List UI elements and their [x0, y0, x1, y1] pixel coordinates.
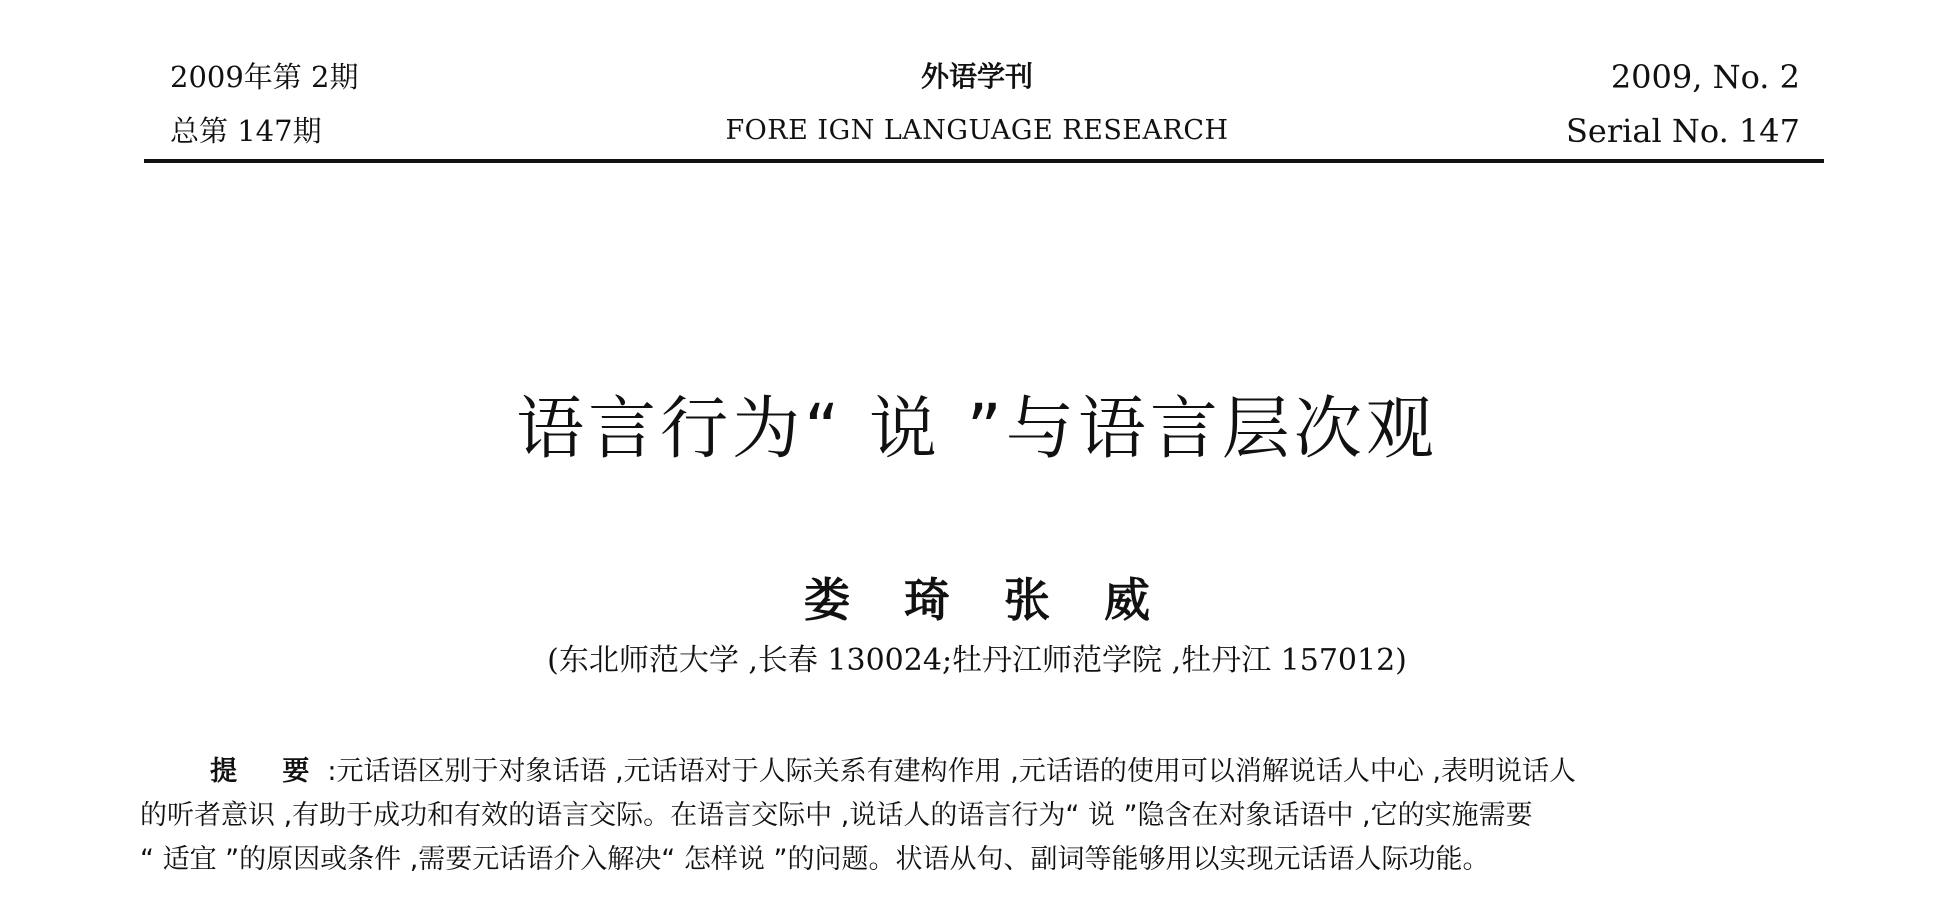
article-authors: 娄 琦 张 威: [803, 573, 1151, 627]
abstract-line: “ 适宜 ”的原因或条件 ,需要元话语介入解决“ 怎样说 ”的问题。状语从句、副词等能够用以实现元话语人际功能。: [140, 844, 1490, 875]
header-issue-serial: 总第 147期: [170, 114, 322, 148]
header-issue-info-en: [1566, 50, 1800, 158]
abstract-line: [140, 750, 1830, 794]
abstract-text: :元话语区别于对象话语 ,元话语对于人际关系有建构作用 ,元话语的使用可以消解说话人中心 ,表明说话人: [327, 756, 1576, 787]
author-affiliation: (东北师范大学 ,长春 130024;牡丹江师范学院 ,牡丹江 157012): [547, 643, 1407, 678]
header-serial-number-en: Serial No. 147: [1566, 112, 1800, 150]
header-divider: [144, 159, 1824, 163]
journal-title-en: FORE IGN LANGUAGE RESEARCH: [725, 115, 1229, 146]
abstract-line: 的听者意识 ,有助于成功和有效的语言交际。在语言交际中 ,说话人的语言行为“ 说 ”隐含在对象话语中 ,它的实施需要: [140, 800, 1533, 831]
abstract-label: 提 要: [210, 756, 328, 787]
abstract: [140, 750, 1830, 882]
journal-title-cn: 外语学刊: [920, 60, 1033, 93]
header-issue-year: 2009年第 2期: [170, 60, 359, 94]
article-title: 语言行为“ 说 ”与语言层次观: [516, 390, 1438, 469]
header-issue-number-en: 2009, No. 2: [1610, 58, 1800, 96]
